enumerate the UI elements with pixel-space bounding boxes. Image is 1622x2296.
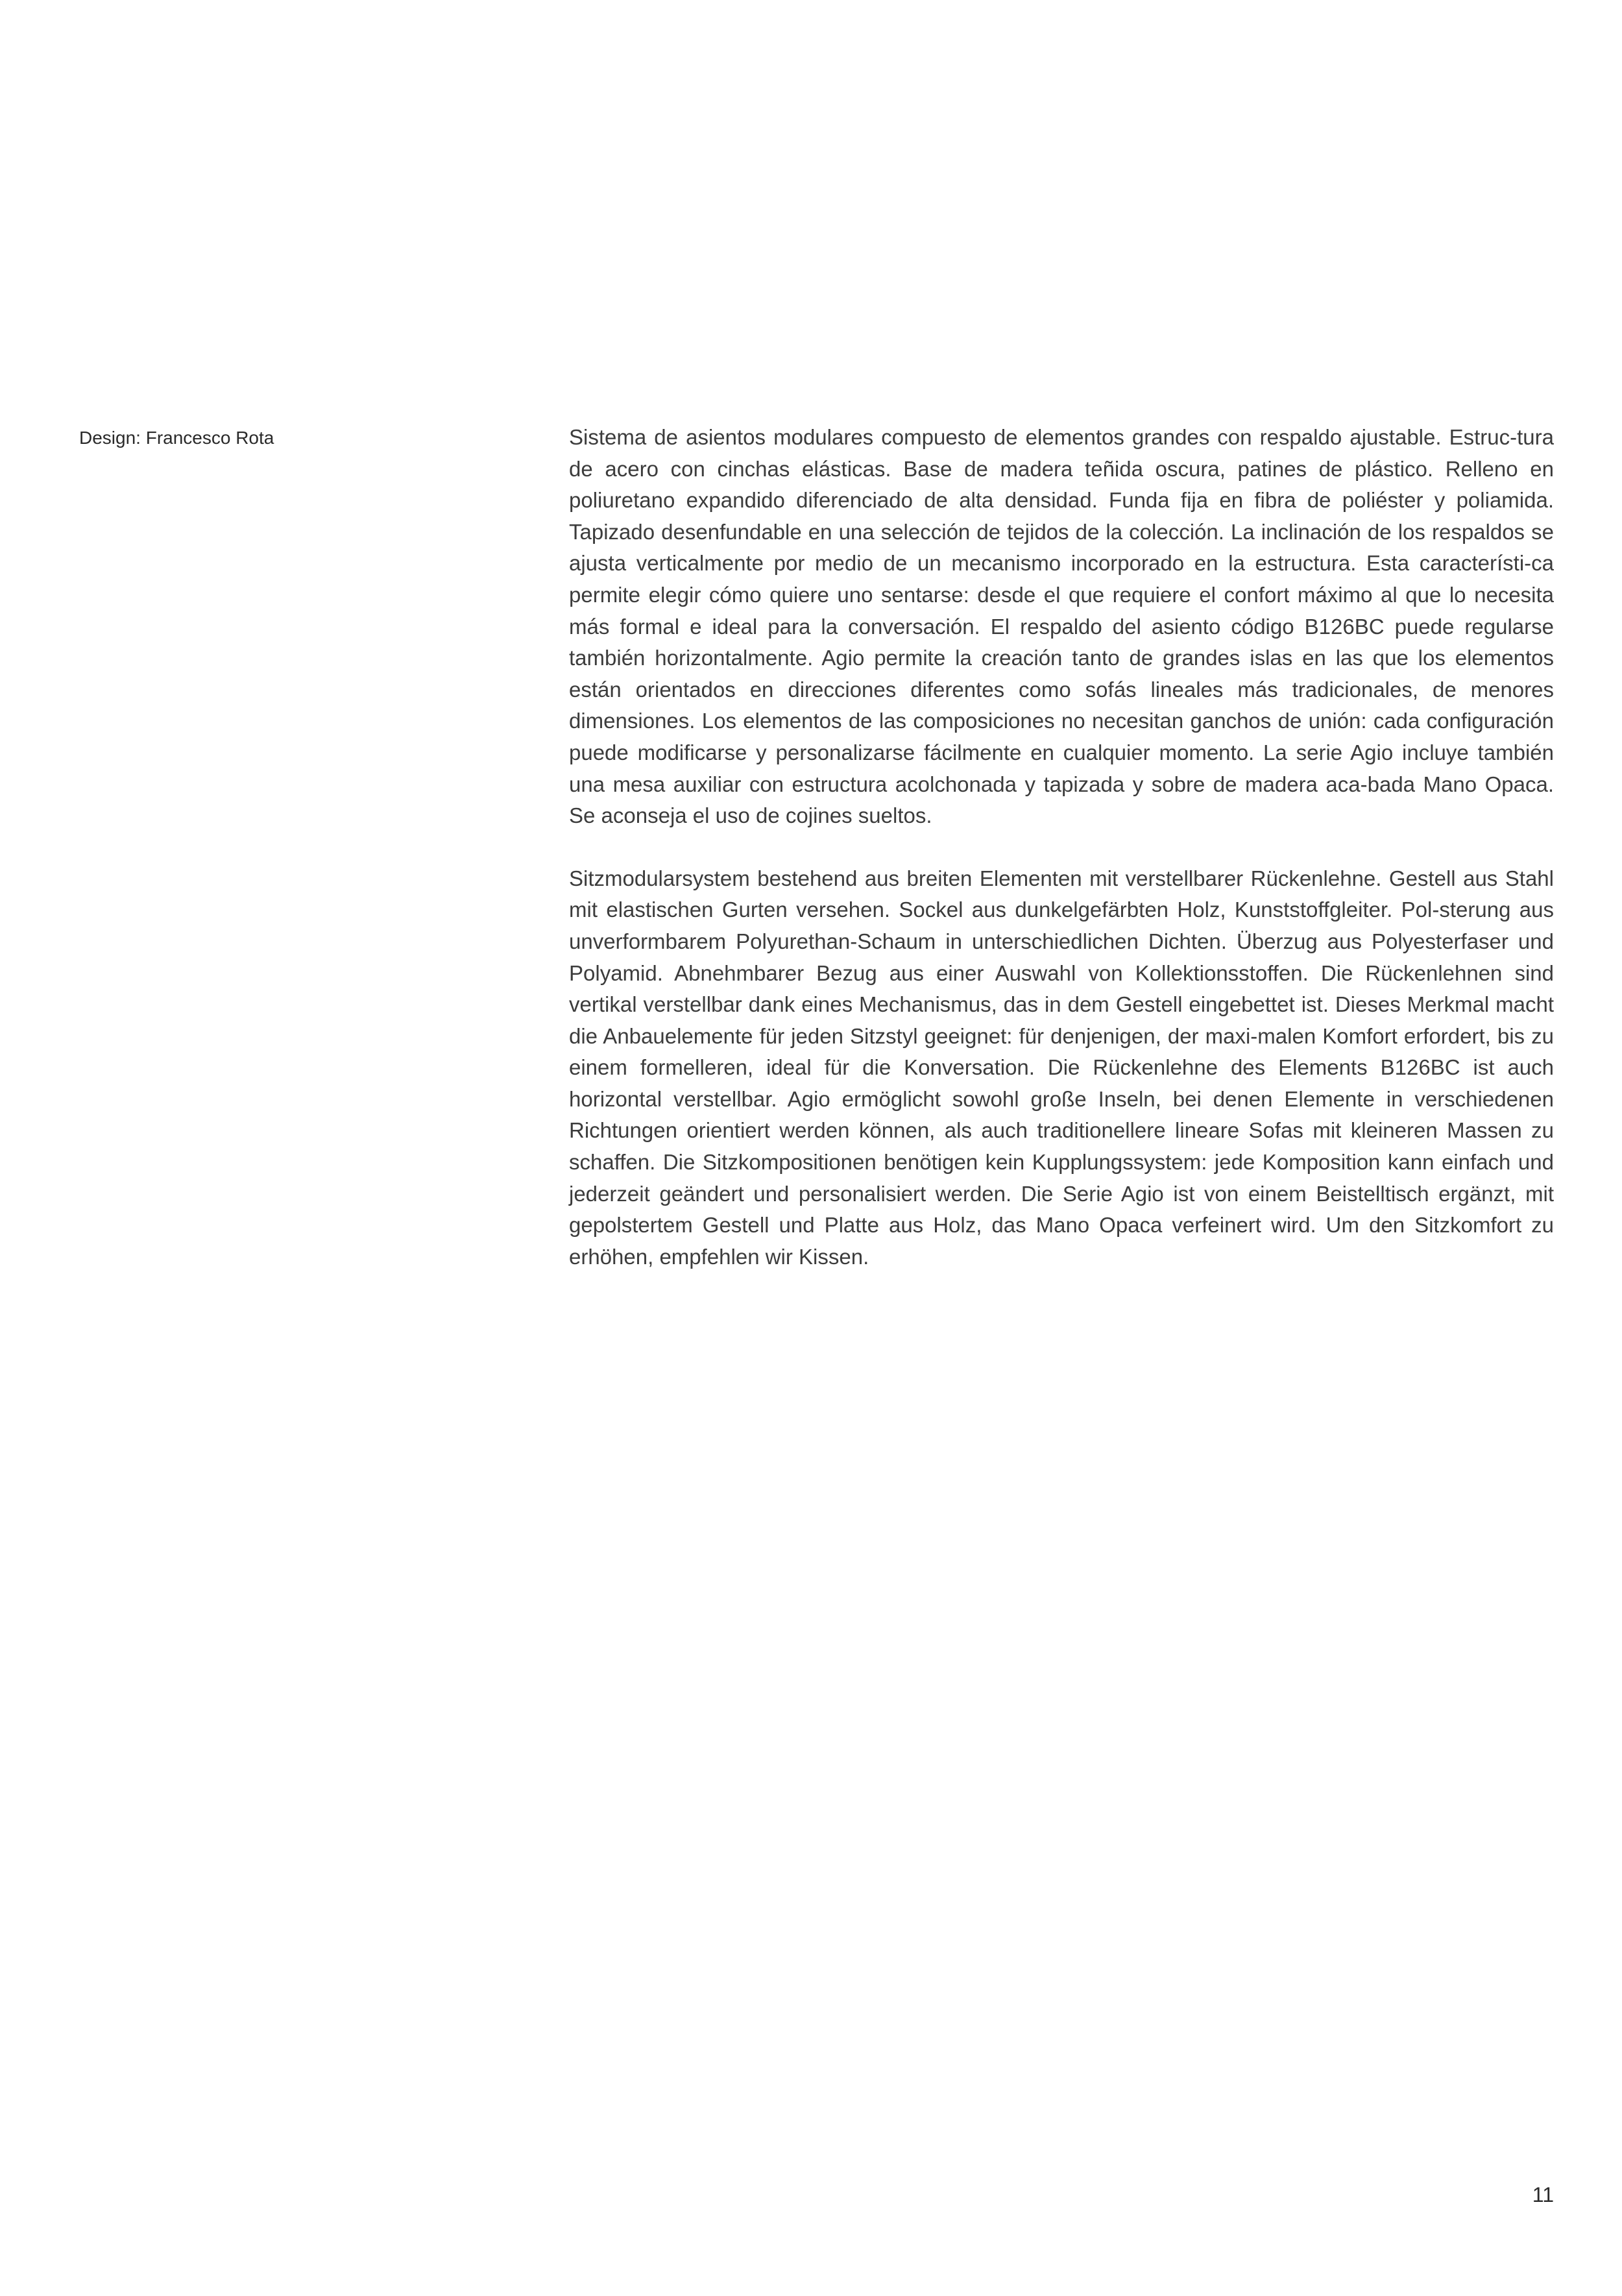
designer-credit: Design: Francesco Rota	[79, 428, 274, 448]
description-spanish: Sistema de asientos modulares compuesto de elementos grandes con respaldo ajustable. Estruc-tura de acero con cinchas elásticas. Base de madera teñida oscura, patines de plástico. Relleno en poliuretano expandido diferenciado de alta densidad. Funda fija en fibra de poliéster y poliamida. Tapizado desenfundable en una selección de tejidos de la colección. La inclinación de los respaldos se ajusta verticalmente por medio de un mecanismo incorporado en la estructura. Esta característi-ca permite elegir cómo quiere uno sentarse: desde el que requiere el confort máximo al que lo necesita más formal e ideal para la conversación. El respaldo del asiento código B126BC puede regularse también horizontalmente. Agio permite la creación tanto de grandes islas en las que los elementos están orientados en direcciones diferentes como sofás lineales más tradicionales, de menores dimensiones. Los elementos de las composiciones no necesitan ganchos de unión: cada configuración puede modificarse y personalizarse fácilmente en cualquier momento. La serie Agio incluye también una mesa auxiliar con estructura acolchonada y tapizada y sobre de madera aca-bada Mano Opaca. Se aconseja el uso de cojines sueltos.	[569, 425, 1554, 828]
description-german: Sitzmodularsystem bestehend aus breiten Elementen mit verstellbarer Rückenlehne. Gestell aus Stahl mit elastischen Gurten versehen. Sockel aus dunkelgefärbten Holz, Kunststoffgleiter. Pol-sterung aus unverformbarem Polyurethan-Schaum in unterschiedlichen Dichten. Überzug aus Polyesterfaser und Polyamid. Abnehmbarer Bezug aus einer Auswahl von Kollektionsstoffen. Die Rückenlehnen sind vertikal verstellbar dank eines Mechanismus, das in dem Gestell eingebettet ist. Dieses Merkmal macht die Anbauelemente für jeden Sitzstyl geeignet: für denjenigen, der maxi-malen Komfort erfordert, bis zu einem formelleren, ideal für die Konversation. Die Rückenlehne des Elements B126BC ist auch horizontal verstellbar. Agio ermöglicht sowohl große Inseln, bei denen Elemente in verschiedenen Richtungen orientiert werden können, als auch traditionellere lineare Sofas mit kleineren Massen zu schaffen. Die Sitzkompositionen benötigen kein Kupplungssystem: jede Komposition kann einfach und jederzeit geändert und personalisiert werden. Die Serie Agio ist von einem Beistelltisch ergänzt, mit gepolstertem Gestell und Platte aus Holz, das Mano Opaca verfeinert wird. Um den Sitzkomfort zu erhöhen, empfehlen wir Kissen.	[569, 866, 1554, 1269]
page-number: 11	[1532, 2183, 1554, 2206]
description-column	[569, 422, 1554, 1273]
